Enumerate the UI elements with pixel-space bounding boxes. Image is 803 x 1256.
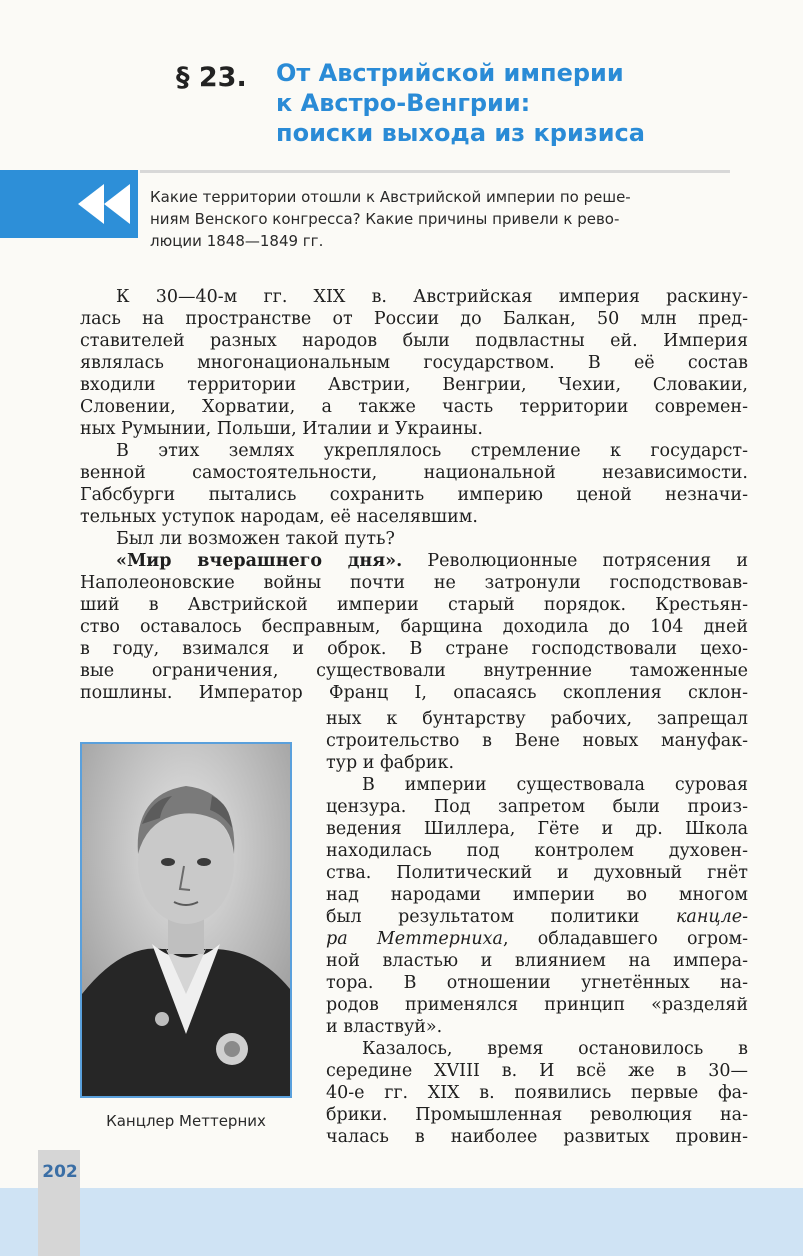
text-line: в году, взимался и оброк. В стране господствовали цехо- bbox=[80, 639, 748, 659]
text-line: ства. Политический и духовный гнёт bbox=[326, 863, 748, 883]
text-line: родов применялся принцип «разделяй bbox=[326, 995, 748, 1015]
text-line: ной властью и влиянием на импера- bbox=[326, 951, 748, 971]
text-line: строительство в Вене новых мануфак- bbox=[326, 731, 748, 751]
title-line: к Австро-Венгрии: bbox=[276, 89, 531, 117]
text-line: и властвуй». bbox=[326, 1017, 443, 1037]
title-line: От Австрийской империи bbox=[276, 59, 624, 87]
text-line: тора. В отношении угнетённых на- bbox=[326, 973, 748, 993]
figure-caption: Канцлер Меттерних bbox=[106, 1112, 266, 1130]
text-line: В империи существовала суровая bbox=[362, 775, 748, 795]
header-rule bbox=[140, 170, 730, 173]
text-line: ных Румынии, Польши, Италии и Украины. bbox=[80, 419, 483, 439]
text-line bbox=[326, 906, 748, 928]
portrait-engraving bbox=[82, 744, 290, 1096]
title-line: поиски выхода из кризиса bbox=[276, 119, 645, 147]
text-line: Словении, Хорватии, а также часть территории современ- bbox=[80, 397, 748, 417]
text-line: тур и фабрик. bbox=[326, 753, 455, 773]
text-fragment: Революционные потрясения и bbox=[427, 551, 748, 571]
text-line: ший в Австрийской империи старый порядок. Крестьян- bbox=[80, 595, 748, 615]
page-number: 202 bbox=[42, 1162, 78, 1182]
text-line bbox=[80, 550, 748, 572]
section-number: § 23. bbox=[176, 62, 247, 93]
text-line: тельных уступок народам, её населявшим. bbox=[80, 507, 478, 527]
text-line: лась на пространстве от России до Балкан, 50 млн пред- bbox=[80, 309, 748, 329]
double-chevron-left-icon bbox=[78, 184, 132, 224]
intro-line: люции 1848—1849 гг. bbox=[150, 232, 324, 250]
main-text bbox=[80, 286, 748, 704]
text-line: Габсбурги пытались сохранить империю ценой незначи- bbox=[80, 485, 748, 505]
text-line: вые ограничения, существовали внутренние таможенные bbox=[80, 661, 748, 681]
portrait-image bbox=[80, 742, 292, 1098]
text-line: ведения Шиллера, Гёте и др. Школа bbox=[326, 819, 748, 839]
text-line: входили территории Австрии, Венгрии, Чехии, Словакии, bbox=[80, 375, 748, 395]
text-line: ставителей разных народов были подвластны ей. Империя bbox=[80, 331, 748, 351]
text-line bbox=[326, 928, 748, 950]
review-tab bbox=[0, 170, 138, 238]
intro-line: ниям Венского конгресса? Какие причины привели к рево- bbox=[150, 210, 620, 228]
column-text bbox=[326, 708, 748, 1148]
text-line: венной самостоятельности, национальной независимости. bbox=[80, 463, 748, 483]
text-fragment: был результатом политики bbox=[326, 907, 676, 927]
review-questions bbox=[150, 186, 740, 252]
subheading: «Мир вчерашнего дня». bbox=[116, 551, 403, 571]
text-line: брики. Промышленная революция на- bbox=[326, 1105, 748, 1125]
text-line: 40-е гг. XIX в. появились первые фа- bbox=[326, 1083, 748, 1103]
text-line: цензура. Под запретом были произ- bbox=[326, 797, 748, 817]
text-line: чалась в наиболее развитых провин- bbox=[326, 1127, 748, 1147]
text-line: Был ли возможен такой путь? bbox=[116, 529, 395, 549]
section-title bbox=[276, 58, 746, 148]
text-line: середине XVIII в. И всё же в 30— bbox=[326, 1061, 748, 1081]
text-line: В этих землях укреплялось стремление к государст- bbox=[116, 441, 748, 461]
intro-line: Какие территории отошли к Австрийской империи по реше- bbox=[150, 188, 631, 206]
bottom-band bbox=[0, 1188, 803, 1256]
text-line: ных к бунтарству рабочих, запрещал bbox=[326, 709, 748, 729]
text-line: находилась под контролем духовен- bbox=[326, 841, 748, 861]
emphasis: ра Меттерниха bbox=[326, 929, 503, 949]
text-line: над народами империи во многом bbox=[326, 885, 748, 905]
text-fragment: , обладавшего огром- bbox=[503, 929, 749, 949]
text-line: ство оставалось бесправным, барщина доходила до 104 дней bbox=[80, 617, 748, 637]
text-line: Казалось, время остановилось в bbox=[362, 1039, 748, 1059]
text-line: К 30—40-м гг. XIX в. Австрийская империя раскину- bbox=[116, 287, 748, 307]
text-line: Наполеоновские войны почти не затронули господствовав- bbox=[80, 573, 748, 593]
text-line: являлась многонациональным государством. В её состав bbox=[80, 353, 748, 373]
emphasis: канцле- bbox=[675, 907, 748, 927]
text-line: пошлины. Император Франц I, опасаясь скопления склон- bbox=[80, 683, 748, 703]
